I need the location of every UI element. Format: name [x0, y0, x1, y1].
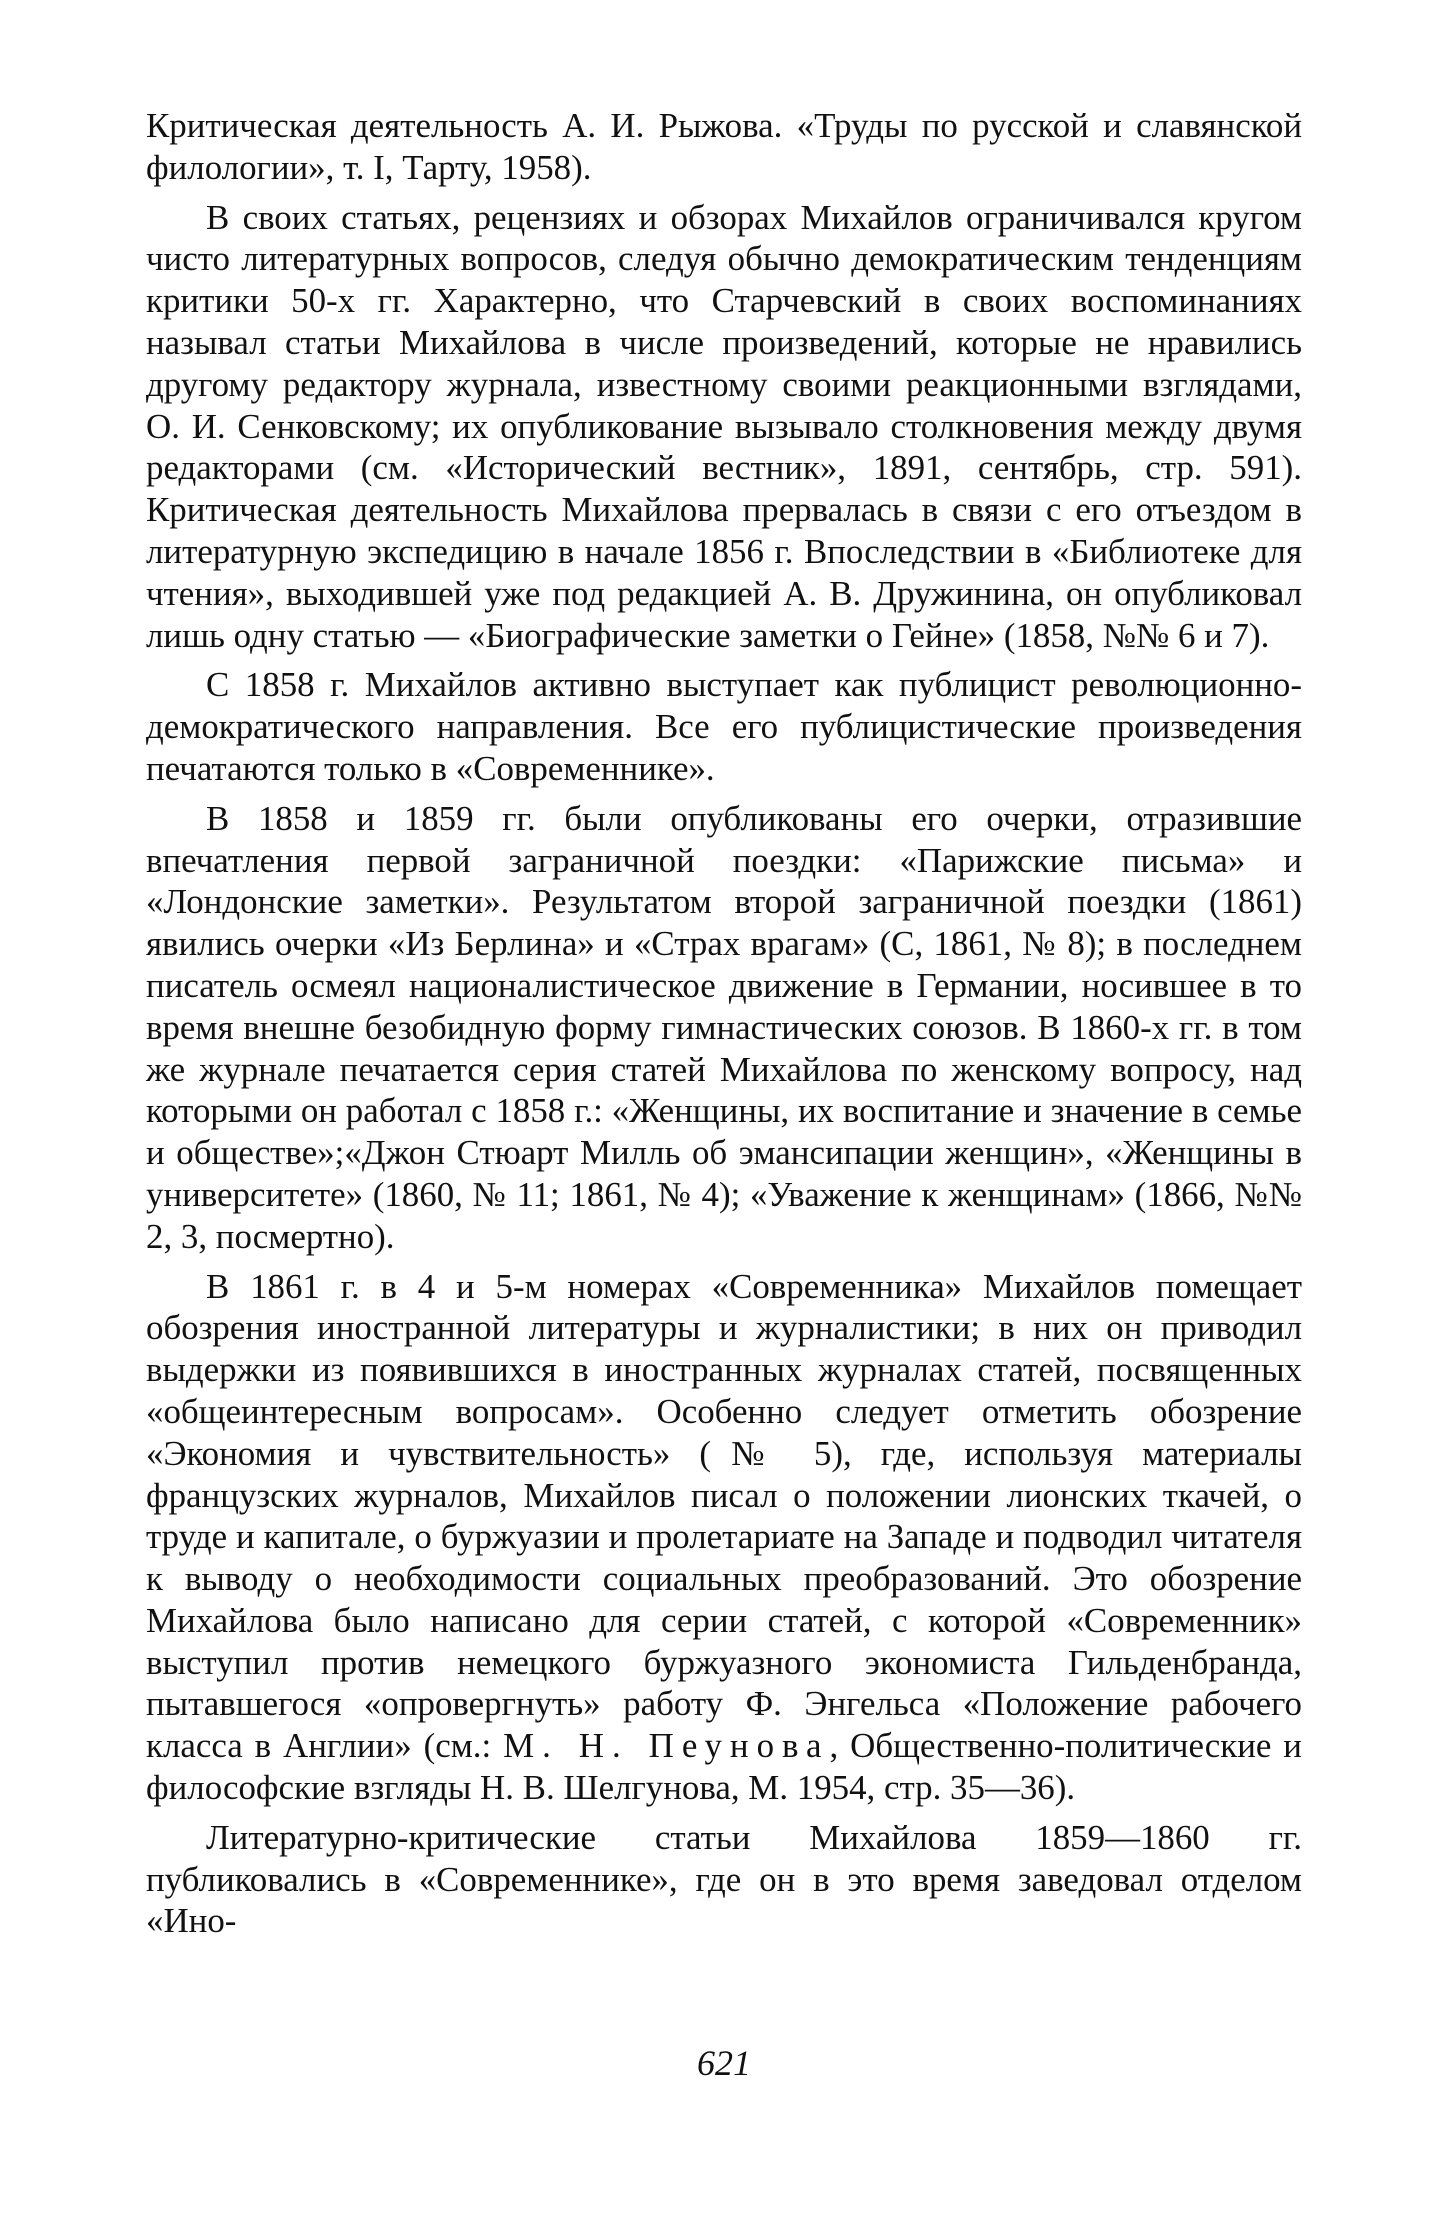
author-name: М. Н. Пеунова	[503, 1726, 830, 1766]
paragraph-2: В своих статьях, рецензиях и обзорах Михайлов ограничивался кругом чисто литературных вопросов, следуя обычно демократическим тенденциям критики 50-х гг. Характерно, что Старчевский в своих воспоминаниях называл статьи Михайлова в числе произведений, которые не нравились другому редактору журнала, известному своими реакционными взглядами, О. И. Сенковскому; их опубликование вызывало столкновения между двумя редакторами (см. «Исторический вестник», 1891, сентябрь, стр. 591). Критическая деятельность Михайлова прервалась в связи с его отъездом в литературную экспедицию в начале 1856 г. Впоследствии в «Библиотеке для чтения», выходившей уже под редакцией А. В. Дружинина, он опубликовал лишь одну статью — «Биографические заметки о Гейне» (1858, №№ 6 и 7).	[146, 197, 1302, 655]
page-text-block	[146, 105, 1302, 1950]
paragraph-5-tail: , Общественно-политические и философские взгляды Н. В. Шелгунова, М. 1954, стр. 35—36).	[146, 1726, 1302, 1808]
paragraph-5	[146, 1266, 1302, 1809]
paragraph-1: Критическая деятельность А. И. Рыжова. «Труды по русской и славянской филологии», т. I, Тарту, 1958).	[146, 106, 1302, 187]
paragraph-3: С 1858 г. Михайлов активно выступает как публицист революционно-демократического направления. Все его публицистические произведения печатаются только в «Современнике».	[146, 665, 1302, 788]
paragraph-6: Литературно-критические статьи Михайлова 1859—1860 гг. публиковались в «Современнике», где он в это время заведовал отделом «Ино-	[146, 1817, 1302, 1941]
page-number: 621	[697, 2043, 751, 2083]
paragraph-5-main: В 1861 г. в 4 и 5-м номерах «Современника» Михайлов помещает обозрения иностранной литературы и журналистики; в них он приводил выдержки из появившихся в иностранных журналах статей, посвященных «общеинтересным вопросам». Особенно следует отметить обозрение «Экономия и чувствительность» (№ 5), где, используя материалы французских журналов, Михайлов писал о положении лионских ткачей, о труде и капитале, о буржуазии и пролетариате на Западе и подводил читателя к выводу о необходимости социальных преобразований. Это обозрение Михайлова было написано для серии статей, с которой «Современник» выступил против немецкого буржуазного экономиста Гильденбранда, пытавшегося «опровергнуть» работу Ф. Энгельса «Положение рабочего класса в Англии» (см.:	[146, 1266, 1302, 1766]
paragraph-4: В 1858 и 1859 гг. были опубликованы его очерки, отразившие впечатления первой заграничной поездки: «Парижские письма» и «Лондонские заметки». Результатом второй заграничной поездки (1861) явились очерки «Из Берлина» и «Страх врагам» (С, 1861, № 8); в последнем писатель осмеял националистическое движение в Германии, носившее в то время внешне безобидную форму гимнастических союзов. В 1860-х гг. в том же журнале печатается серия статей Михайлова по женскому вопросу, над которыми он работал с 1858 г.: «Женщины, их воспитание и значение в семье и обществе»;«Джон Стюарт Милль об эмансипации женщин», «Женщины в университете» (1860, № 11; 1861, № 4); «Уважение к женщинам» (1866, №№ 2, 3, посмертно).	[146, 798, 1302, 1256]
